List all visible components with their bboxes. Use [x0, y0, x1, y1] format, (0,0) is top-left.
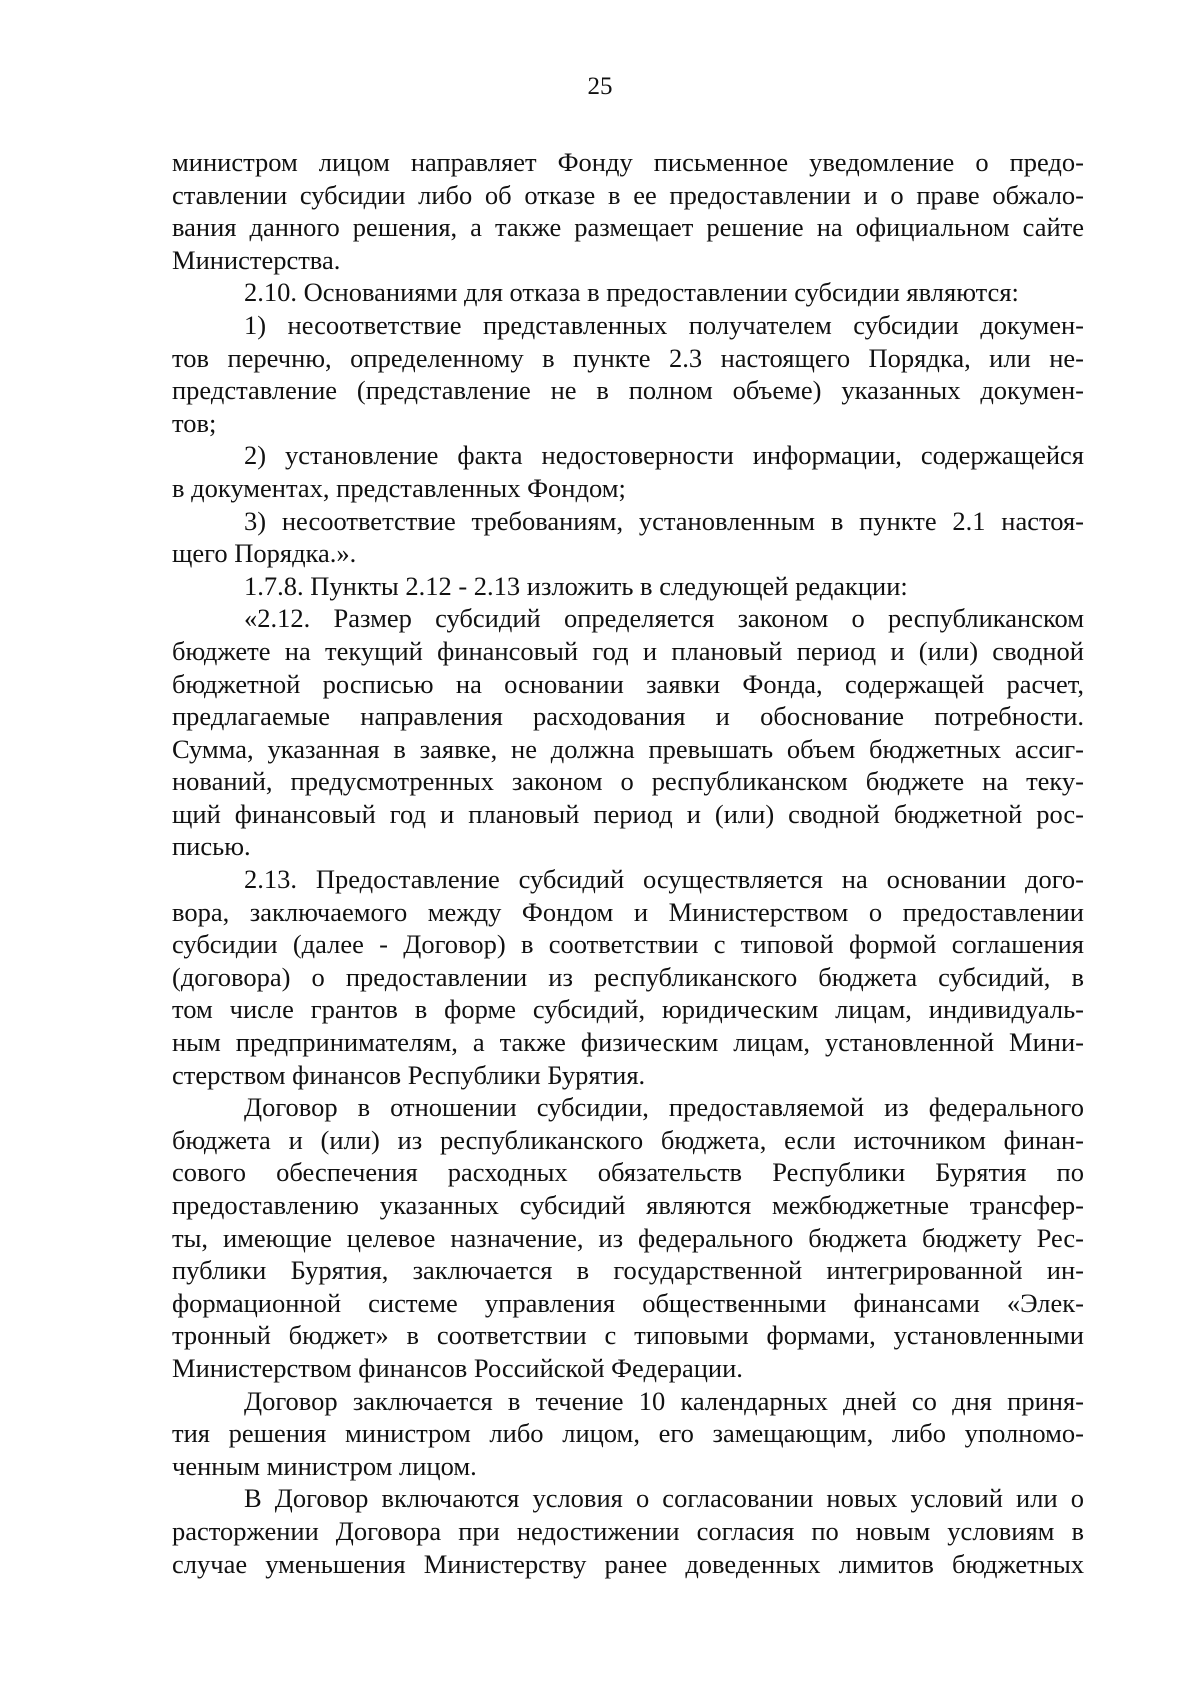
text-line: тронный бюджет» в соответствии с типовыми формами, установленными: [172, 1320, 1084, 1351]
text-line: вания данного решения, а также размещает решение на официальном сайте: [172, 212, 1084, 243]
text-line: писью.: [172, 831, 251, 862]
text-line: стерством финансов Республики Бурятия.: [172, 1059, 646, 1090]
text-line: предлагаемые направления расходования и обоснование потребности.: [172, 701, 1084, 732]
text-line: тия решения министром либо лицом, его замещающим, либо уполномо-: [172, 1418, 1084, 1449]
text-line: тов;: [172, 407, 217, 438]
text-line: 2.10. Основаниями для отказа в предоставлении субсидии являются:: [244, 277, 1019, 308]
text-line: 1.7.8. Пункты 2.12 - 2.13 изложить в следующей редакции:: [244, 570, 908, 601]
text-line: ты, имеющие целевое назначение, из федерального бюджета бюджету Рес-: [172, 1222, 1084, 1253]
text-line: (договора) о предоставлении из республиканского бюджета субсидий, в: [172, 961, 1084, 992]
text-line: тов перечню, определенному в пункте 2.3 настоящего Порядка, или не-: [172, 342, 1084, 373]
text-line: 2.13. Предоставление субсидий осуществляется на основании дого-: [244, 864, 1084, 895]
text-line: Сумма, указанная в заявке, не должна превышать объем бюджетных ассиг-: [172, 733, 1084, 764]
text-line: ставлении субсидии либо об отказе в ее предоставлении и о праве обжало-: [172, 179, 1084, 210]
text-line: предоставлению указанных субсидий являются межбюджетные трансфер-: [172, 1190, 1084, 1220]
text-line: вора, заключаемого между Фондом и Министерством о предоставлении: [172, 896, 1084, 927]
text-line: Министерства.: [172, 244, 341, 275]
text-line: сового обеспечения расходных обязательств Республики Бурятия по: [172, 1157, 1084, 1188]
text-line: 3) несоответствие требованиям, установленным в пункте 2.1 настоя-: [244, 505, 1084, 536]
text-line: ным предпринимателям, а также физическим лицам, установленной Мини-: [172, 1027, 1084, 1058]
text-line: представление (представление не в полном объеме) указанных докумен-: [172, 375, 1084, 406]
text-line: Договор в отношении субсидии, предоставляемой из федерального: [244, 1092, 1084, 1123]
text-line: формационной системе управления общественными финансами «Элек-: [172, 1287, 1084, 1318]
text-line: том числе грантов в форме субсидий, юридическим лицам, индивидуаль-: [172, 994, 1084, 1025]
text-line: 2) установление факта недостоверности информации, содержащейся: [244, 440, 1084, 471]
text-line: публики Бурятия, заключается в государственной интегрированной ин-: [172, 1255, 1084, 1286]
text-line: расторжении Договора при недостижении согласия по новым условиям в: [172, 1515, 1084, 1546]
text-line: «2.12. Размер субсидий определяется законом о республиканском: [244, 603, 1084, 634]
text-line: щего Порядка.».: [172, 538, 357, 569]
text-line: 1) несоответствие представленных получателем субсидии докумен-: [244, 309, 1084, 340]
document-body: [172, 146, 1084, 1580]
text-line: ченным министром лицом.: [172, 1450, 477, 1481]
text-line: субсидии (далее - Договор) в соответствии с типовой формой соглашения: [172, 929, 1084, 960]
text-line: случае уменьшения Министерству ранее доведенных лимитов бюджетных: [172, 1548, 1084, 1579]
text-line: бюджете на текущий финансовый год и плановый период и (или) сводной: [172, 635, 1084, 666]
text-line: бюджета и (или) из республиканского бюджета, если источником финан-: [172, 1124, 1084, 1155]
text-line: Министерством финансов Российской Федерации.: [172, 1352, 743, 1383]
page-number: 25: [587, 73, 613, 100]
text-line: Договор заключается в течение 10 календарных дней со дня приня-: [244, 1385, 1084, 1416]
text-line: в документах, представленных Фондом;: [172, 472, 626, 503]
text-line: бюджетной росписью на основании заявки Фонда, содержащей расчет,: [172, 668, 1084, 699]
text-line: нований, предусмотренных законом о республиканском бюджете на теку-: [172, 766, 1084, 797]
text-line: щий финансовый год и плановый период и (или) сводной бюджетной рос-: [172, 798, 1084, 829]
text-line: В Договор включаются условия о согласовании новых условий или о: [244, 1483, 1084, 1514]
text-line: министром лицом направляет Фонду письменное уведомление о предо-: [172, 147, 1084, 177]
